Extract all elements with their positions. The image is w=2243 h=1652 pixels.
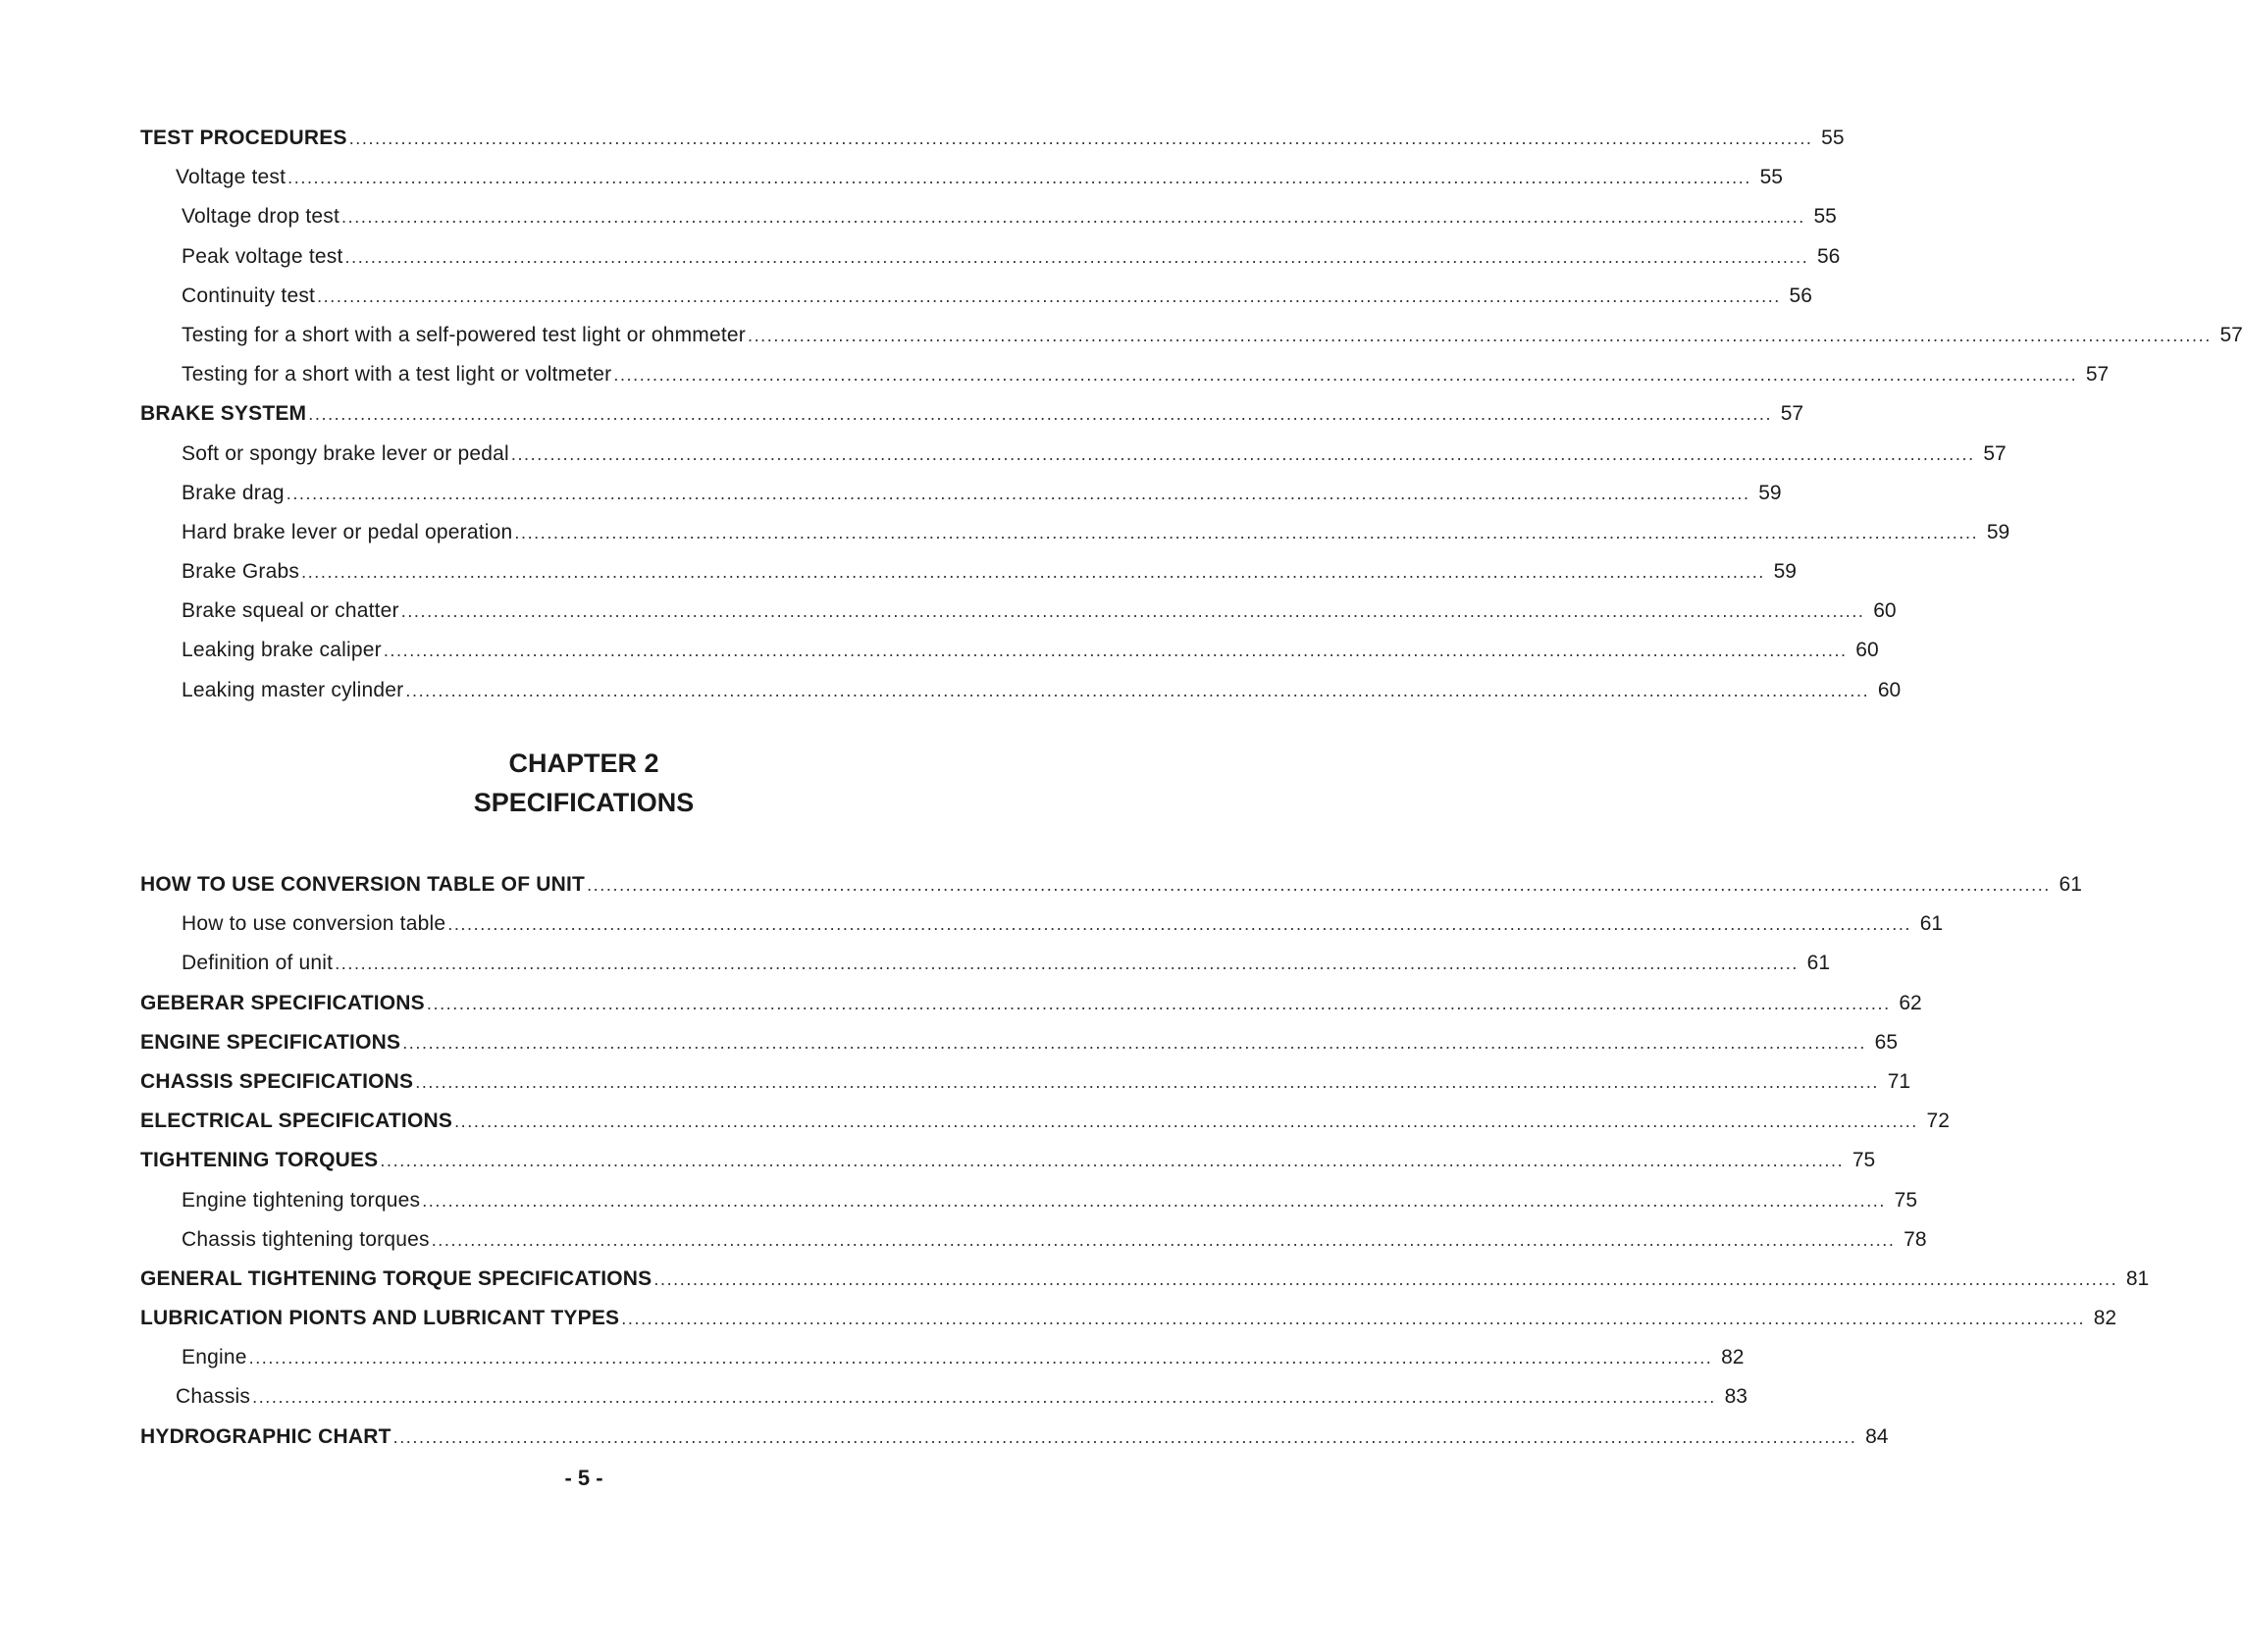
toc-entry [140,435,2007,474]
toc-entry [140,277,1812,316]
toc-entry-page: 55 [1759,166,1783,189]
toc-entry [140,865,2082,904]
toc-entry-page: 61 [2059,873,2082,896]
toc-entry-page: 59 [1773,560,1797,584]
toc-dot-leader: .................................................................................................................................................................................................................................. [380,1151,1845,1171]
toc-entry [140,237,1841,277]
toc-entry [140,944,1831,983]
toc-dot-leader: .................................................................................................................................................................................................................................. [308,404,1773,425]
toc-entry-page: 60 [1873,599,1897,623]
toc-entry-title: ELECTRICAL SPECIFICATIONS [140,1110,453,1133]
toc-entry-page: 55 [1821,127,1845,149]
toc-entry [140,158,1783,197]
toc-entry-page: 75 [1894,1188,1918,1212]
toc-entry [140,1338,1745,1377]
toc-entry-page: 62 [1899,991,1922,1014]
toc-dot-leader: .................................................................................................................................................................................................................................. [341,207,1805,228]
page-number: - 5 - [564,1466,603,1490]
toc-entry-page: 59 [1758,481,1782,504]
toc-dot-leader: .................................................................................................................................................................................................................................. [510,443,1975,464]
toc-entry-page: 59 [1986,520,2010,543]
toc-entry-page: 55 [1813,205,1837,229]
toc-dot-leader: .................................................................................................................................................................................................................................. [392,1426,1857,1447]
toc-dot-leader: .................................................................................................................................................................................................................................. [402,1032,1867,1053]
toc-entry-title: Hard brake lever or pedal operation [182,520,513,543]
toc-entry-title: GEBERAR SPECIFICATIONS [140,991,425,1014]
toc-entry-title: BRAKE SYSTEM [140,402,307,426]
toc-entry-title: Voltage drop test [182,205,340,229]
toc-entry-page: 72 [1926,1110,1950,1133]
toc-entry [140,904,1944,944]
toc-entry-page: 81 [2125,1266,2150,1290]
toc-entry-title: HOW TO USE CONVERSION TABLE OF UNIT [140,873,586,896]
toc-dot-leader: .................................................................................................................................................................................................................................. [415,1071,1880,1092]
toc-entry-title: Testing for a short with a self-powered test light or ohmmeter [182,323,746,346]
toc-entry [140,592,1897,631]
table-of-contents-section-test-and-brake [140,119,2243,710]
toc-entry-title: Voltage test [176,166,287,189]
toc-dot-leader: .................................................................................................................................................................................................................................. [287,168,1751,188]
toc-entry [140,1181,1918,1220]
toc-dot-leader: .................................................................................................................................................................................................................................. [447,914,1912,935]
toc-entry-title: Definition of unit [182,952,334,975]
toc-entry-title: Engine tightening torques [182,1188,421,1212]
toc-entry [140,1062,1911,1102]
toc-entry [140,1023,1899,1062]
toc-entry-title: Testing for a short with a test light or voltmeter [182,363,612,387]
toc-entry-title: Brake squeal or chatter [182,599,399,623]
toc-dot-leader: .................................................................................................................................................................................................................................. [613,365,2078,386]
toc-entry-page: 60 [1855,639,1879,662]
toc-entry-title: Leaking brake caliper [182,639,382,662]
toc-entry-page: 61 [1806,952,1831,975]
toc-entry [140,984,1922,1023]
toc-entry-title: Brake drag [182,481,285,504]
toc-entry [140,1220,1927,1260]
chapter-label: CHAPTER 2 [508,749,659,778]
toc-entry-page: 83 [1724,1385,1747,1409]
toc-entry [140,316,2243,355]
toc-dot-leader: .................................................................................................................................................................................................................................. [422,1190,1887,1211]
toc-entry-page: 56 [1789,284,1812,307]
toc-entry-page: 60 [1877,678,1902,701]
toc-entry [140,119,1845,158]
toc-dot-leader: .................................................................................................................................................................................................................................. [301,562,1765,583]
toc-entry [140,513,2010,552]
toc-entry-title: TEST PROCEDURES [140,127,347,149]
toc-dot-leader: .................................................................................................................................................................................................................................. [252,1387,1716,1408]
toc-entry-title: Soft or spongy brake lever or pedal [182,441,509,465]
toc-dot-leader: .................................................................................................................................................................................................................................. [405,680,1870,700]
toc-entry-page: 71 [1887,1069,1911,1093]
toc-entry-title: Peak voltage test [182,244,343,268]
toc-entry [140,1102,1950,1141]
toc-entry-page: 82 [2093,1307,2117,1330]
toc-dot-leader: .................................................................................................................................................................................................................................. [286,483,1750,503]
toc-dot-leader: .................................................................................................................................................................................................................................. [454,1111,1918,1132]
toc-entry [140,355,2110,394]
toc-entry-page: 82 [1721,1346,1745,1369]
toc-entry-page: 65 [1874,1030,1899,1054]
toc-entry-title: How to use conversion table [182,912,446,936]
toc-dot-leader: .................................................................................................................................................................................................................................. [400,601,1865,622]
toc-entry [140,1418,1889,1457]
toc-entry [140,552,1797,592]
toc-entry-page: 84 [1865,1424,1889,1448]
toc-entry [140,474,1782,513]
toc-entry-page: 78 [1904,1227,1927,1251]
toc-entry-title: Leaking master cylinder [182,678,404,701]
toc-entry-page: 61 [1919,912,1944,936]
toc-entry [140,394,1804,434]
toc-entry-page: 56 [1816,244,1841,268]
toc-dot-leader: .................................................................................................................................................................................................................................. [248,1348,1713,1368]
toc-entry [140,631,1879,670]
toc-entry-page: 75 [1852,1149,1876,1172]
toc-dot-leader: .................................................................................................................................................................................................................................. [431,1229,1896,1250]
toc-entry-title: Chassis [176,1385,251,1409]
toc-dot-leader: .................................................................................................................................................................................................................................. [344,246,1809,267]
toc-entry-title: Brake Grabs [182,560,300,584]
toc-dot-leader: .................................................................................................................................................................................................................................. [747,325,2212,345]
toc-entry [140,671,1902,710]
table-of-contents-section-specifications [140,865,2150,1457]
toc-entry-page: 57 [2085,363,2110,387]
toc-dot-leader: .................................................................................................................................................................................................................................. [317,285,1781,306]
toc-dot-leader: .................................................................................................................................................................................................................................. [514,522,1979,542]
chapter-title: SPECIFICATIONS [473,788,695,817]
toc-entry-title: HYDROGRAPHIC CHART [140,1424,391,1448]
toc-entry-page: 57 [2219,323,2243,346]
toc-dot-leader: .................................................................................................................................................................................................................................. [621,1309,2086,1329]
toc-dot-leader: .................................................................................................................................................................................................................................. [653,1268,2118,1289]
toc-entry [140,1260,2150,1299]
toc-entry [140,1141,1876,1180]
toc-dot-leader: .................................................................................................................................................................................................................................. [348,129,1813,148]
toc-entry-title: CHASSIS SPECIFICATIONS [140,1069,414,1093]
toc-entry [140,197,1837,236]
toc-entry-title: GENERAL TIGHTENING TORQUE SPECIFICATIONS [140,1266,652,1290]
toc-entry-title: TIGHTENING TORQUES [140,1149,379,1172]
toc-dot-leader: .................................................................................................................................................................................................................................. [426,993,1891,1013]
toc-entry-title: LUBRICATION PIONTS AND LUBRICANT TYPES [140,1307,620,1330]
toc-entry [140,1377,1747,1417]
toc-entry [140,1299,2117,1338]
toc-entry-title: Engine [182,1346,247,1369]
toc-entry-title: Continuity test [182,284,316,307]
toc-dot-leader: .................................................................................................................................................................................................................................. [383,641,1848,661]
toc-entry-title: Chassis tightening torques [182,1227,430,1251]
toc-entry-page: 57 [1983,441,2007,465]
toc-dot-leader: .................................................................................................................................................................................................................................. [587,875,2051,895]
toc-entry-title: ENGINE SPECIFICATIONS [140,1030,401,1054]
toc-entry-page: 57 [1780,402,1804,426]
toc-dot-leader: .................................................................................................................................................................................................................................. [335,954,1800,974]
